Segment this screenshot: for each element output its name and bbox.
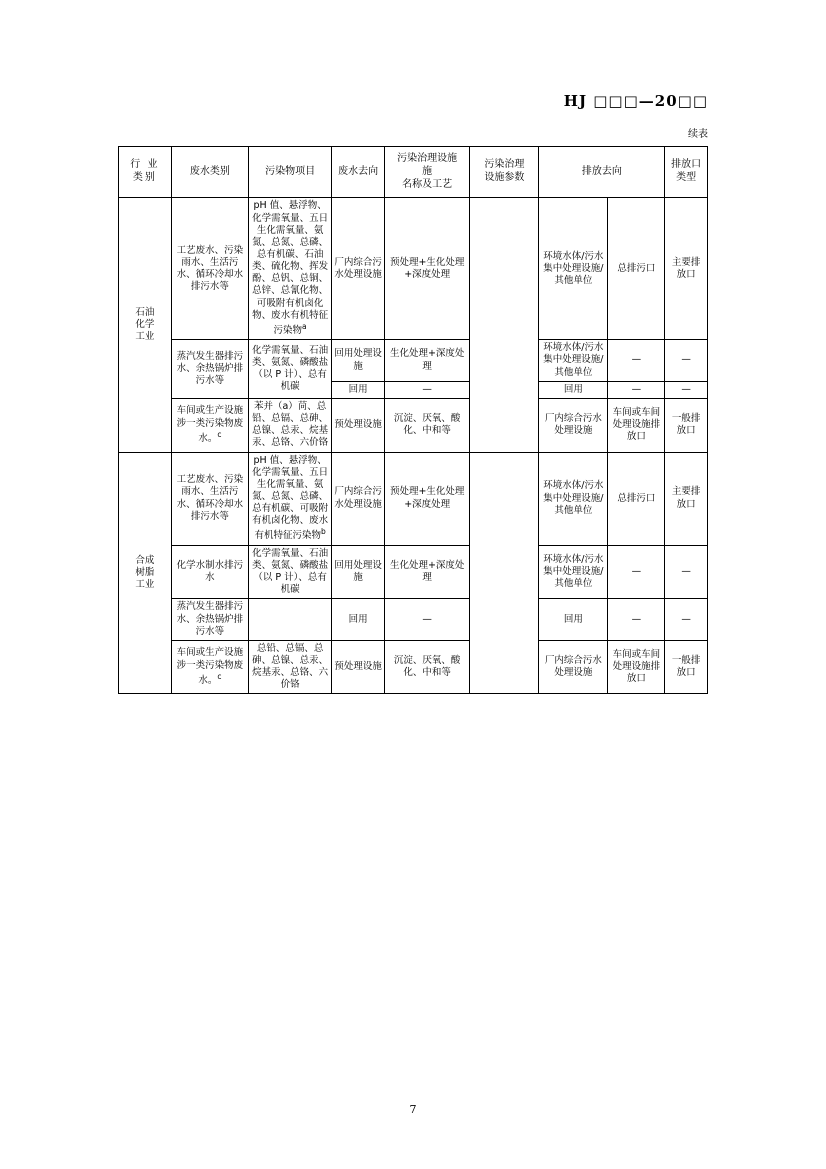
- outlet-type-cell: 主要排放口: [665, 198, 708, 340]
- outlet-label-cell: —: [608, 545, 665, 599]
- emission-requirements-table: [118, 146, 708, 694]
- wastewater-dest-cell: 回用处理设施: [332, 340, 385, 381]
- wastewater-type-text: 车间或生产设施涉一类污染物废水。: [176, 405, 244, 444]
- pollutant-items-cell: 总铅、总镉、总砷、总镍、总汞、烷基汞、总铬、六价铬: [248, 640, 331, 694]
- discharge-dest-cell: 回用: [539, 381, 608, 398]
- wastewater-dest-cell: 厂内综合污水处理设施: [332, 452, 385, 545]
- discharge-dest-cell: 厂内综合污水处理设施: [539, 640, 608, 694]
- industry-name-line1: 石油: [135, 306, 155, 318]
- pollutant-items-text: pH 值、悬浮物、化学需氧量、五日生化需氧量、氨氮、总氮、总磷、总有机碳、石油类、硫化物、挥发酚、总钒、总铜、总锌、总氰化物、可吸附有机卤化物、废水有机特征污染物: [252, 200, 329, 337]
- wastewater-type-text: 车间或生产设施涉一类污染物废水。: [176, 647, 244, 686]
- outlet-type-cell: —: [665, 381, 708, 398]
- discharge-dest-cell: [539, 198, 608, 340]
- pollutant-items-cell: [248, 599, 331, 640]
- outlet-label-cell: 总排污口: [608, 198, 665, 340]
- wastewater-type-cell: 蒸汽发生器排污水、余热锅炉排污水等: [171, 599, 248, 640]
- pollutant-footnote-marker: a: [302, 321, 307, 331]
- column-header-params-line1: 污染治理: [484, 159, 525, 171]
- column-header-treatment-line2: 施: [422, 165, 433, 177]
- outlet-label-cell: —: [608, 381, 665, 398]
- table-row: [119, 198, 708, 340]
- wastewater-type-cell: 化学水制水排污水: [171, 545, 248, 599]
- pollutant-items-cell: 化学需氧量、石油类、氨氮、磷酸盐（以 P 计）、总有机碳: [248, 545, 331, 599]
- discharge-dest-cell: 厂内综合污水处理设施: [539, 398, 608, 452]
- discharge-dest-cell: 环境水体/污水集中处理设施/其他单位: [539, 452, 608, 545]
- outlet-type-cell: 一般排放口: [665, 640, 708, 694]
- column-header-industry-line1: 行 业: [130, 159, 160, 171]
- outlet-label-cell: —: [608, 340, 665, 381]
- discharge-dest-cell: 环境水体/污水集中处理设施/其他单位: [539, 545, 608, 599]
- column-header-treatment-params: [470, 147, 539, 198]
- column-header-industry-line2: 类别: [132, 172, 157, 184]
- treatment-facility-cell: 沉淀、厌氧、酸化、中和等: [385, 398, 470, 452]
- table-row: [119, 545, 708, 599]
- treatment-facility-cell: —: [385, 381, 470, 398]
- treatment-facility-cell: 沉淀、厌氧、酸化、中和等: [385, 640, 470, 694]
- column-header-treatment-line3: 名称及工艺: [402, 178, 453, 190]
- wastewater-type-cell: 工艺废水、污染雨水、生活污水、循环冷却水排污水等: [171, 198, 248, 340]
- outlet-type-cell: —: [665, 599, 708, 640]
- column-header-treatment-line1: 污染治理设施: [397, 153, 458, 164]
- treatment-facility-cell: 预处理+生化处理+深度处理: [385, 198, 470, 340]
- column-header-industry: [119, 147, 172, 198]
- wastewater-footnote-marker: c: [217, 671, 222, 681]
- wastewater-type-cell: [171, 640, 248, 694]
- wastewater-dest-cell: 预处理设施: [332, 640, 385, 694]
- table-row: [119, 340, 708, 381]
- treatment-facility-cell: 预处理+生化处理+深度处理: [385, 452, 470, 545]
- outlet-type-cell: 主要排放口: [665, 452, 708, 545]
- column-header-discharge-dest: 排放去向: [539, 147, 665, 198]
- standard-header: HJ □□□—20□□: [563, 92, 708, 110]
- industry-cell: [119, 198, 172, 452]
- treatment-facility-cell: 生化处理+深度处理: [385, 340, 470, 381]
- outlet-type-cell: 一般排放口: [665, 398, 708, 452]
- wastewater-dest-cell: 回用处理设施: [332, 545, 385, 599]
- treatment-params-cell: [470, 452, 539, 694]
- industry-name-line3: 工业: [135, 579, 155, 591]
- wastewater-footnote-marker: c: [217, 429, 222, 439]
- pollutant-items-cell: 化学需氧量、石油类、氨氮、磷酸盐（以 P 计）、总有机碳: [248, 340, 331, 399]
- column-header-params-line2: 设施参数: [484, 172, 525, 184]
- outlet-type-cell: —: [665, 340, 708, 381]
- discharge-dest-text: 环境水体/污水集中处理设施/其他单位: [543, 250, 604, 286]
- outlet-type-cell: —: [665, 545, 708, 599]
- column-header-wastewater-dest: 废水去向: [332, 147, 385, 198]
- table-row: [119, 452, 708, 545]
- wastewater-type-cell: [171, 398, 248, 452]
- outlet-label-cell: 车间或车间处理设施排放口: [608, 398, 665, 452]
- wastewater-dest-cell: 回用: [332, 381, 385, 398]
- outlet-label-cell: —: [608, 599, 665, 640]
- pollutant-footnote-marker: b: [320, 527, 326, 537]
- discharge-dest-cell: 环境水体/污水集中处理设施/其他单位: [539, 340, 608, 381]
- wastewater-dest-cell: 厂内综合污水处理设施: [332, 198, 385, 340]
- column-header-treatment-facility: [385, 147, 470, 198]
- table-row: [119, 640, 708, 694]
- table-row: [119, 599, 708, 640]
- industry-name-line1: 合成: [135, 554, 155, 566]
- wastewater-dest-cell: 回用: [332, 599, 385, 640]
- column-header-pollutant-items: 污染物项目: [248, 147, 331, 198]
- treatment-params-cell: [470, 198, 539, 452]
- pollutant-items-text: pH 值、悬浮物、化学需氧量、五日生化需氧量、氨氮、总氮、总磷、总有机碳、可吸附有机卤化物、废水有机特征污染物: [252, 454, 329, 542]
- pollutant-items-cell: [248, 452, 331, 545]
- pollutant-items-cell: 苯并（a）苘、总铅、总镉、总砷、总镍、总汞、烷基汞、总铬、六价铬: [248, 398, 331, 452]
- column-header-wastewater-type: 废水类别: [171, 147, 248, 198]
- continued-table-label: 续表: [688, 129, 708, 140]
- industry-name-line2: 树脂: [135, 566, 155, 578]
- industry-name-line2: 化学: [135, 318, 155, 330]
- industry-cell: [119, 452, 172, 694]
- treatment-facility-cell: 生化处理+深度处理: [385, 545, 470, 599]
- discharge-dest-cell: 回用: [539, 599, 608, 640]
- pollutant-items-cell: [248, 198, 331, 340]
- wastewater-type-cell: 工艺废水、污染雨水、生活污水、循环冷却水排污水等: [171, 452, 248, 545]
- table-header-row: [119, 147, 708, 198]
- table-row: [119, 398, 708, 452]
- wastewater-dest-cell: 预处理设施: [332, 398, 385, 452]
- column-header-outlet-type: 排放口类型: [665, 147, 708, 198]
- page-number: 7: [409, 1103, 417, 1116]
- industry-name-line3: 工业: [135, 331, 155, 343]
- wastewater-type-cell: 蒸汽发生器排污水、余热锅炉排污水等: [171, 340, 248, 399]
- treatment-facility-cell: —: [385, 599, 470, 640]
- outlet-label-cell: 车间或车间处理设施排放口: [608, 640, 665, 694]
- outlet-label-cell: 总排污口: [608, 452, 665, 545]
